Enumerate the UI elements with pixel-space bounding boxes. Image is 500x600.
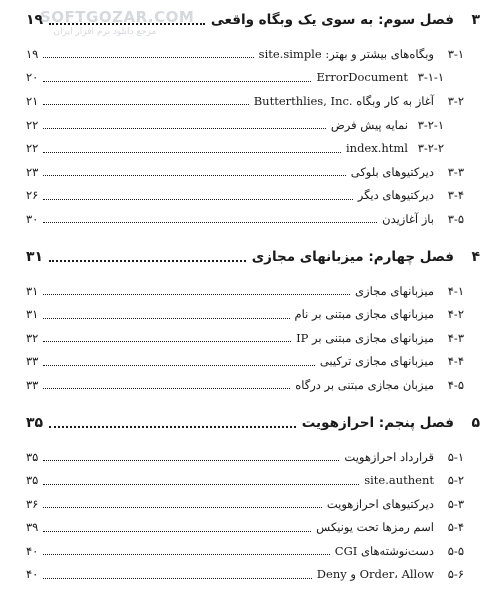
- dot-leader: [43, 222, 377, 223]
- entry-number: ۳-۲: [447, 93, 464, 108]
- dot-leader: [43, 318, 289, 319]
- entry-title-fa: میزبانهای مجازی ترکیبی: [319, 354, 434, 369]
- toc-subentry[interactable]: [26, 113, 480, 137]
- entry-title-en: ErrorDocument: [316, 70, 408, 85]
- entry-title: [351, 165, 434, 179]
- chapter-heading[interactable]: [26, 243, 480, 271]
- chapter-page-number: ۳۵: [26, 414, 44, 431]
- spacer: [26, 271, 480, 279]
- dot-leader: [43, 128, 326, 129]
- dot-leader: [49, 260, 246, 262]
- toc-entry[interactable]: [26, 302, 480, 326]
- entry-title-fa: باز آغازیدن: [382, 211, 434, 226]
- entry-page-number: ۳۰: [26, 211, 39, 226]
- entry-page-number: ۲۳: [26, 164, 39, 179]
- entry-number: ۵-۳: [447, 496, 464, 511]
- entry-title-en: site.simple: [258, 46, 322, 61]
- chapter-page-number: ۳۱: [26, 248, 44, 265]
- entry-title: [346, 141, 408, 155]
- entry-number: ۴-۱: [447, 283, 464, 298]
- entry-title: [320, 354, 434, 368]
- entry-page-number: ۳۳: [26, 377, 39, 392]
- entry-number: ۳-۳: [447, 164, 464, 179]
- dot-leader: [49, 23, 205, 25]
- table-of-contents: [26, 6, 480, 586]
- entry-number: ۵-۱: [447, 449, 464, 464]
- entry-page-number: ۴۰: [26, 567, 39, 582]
- entry-title: [295, 378, 434, 392]
- entry-title: [317, 567, 434, 581]
- entry-title-en: IP: [296, 330, 309, 345]
- toc-entry[interactable]: [26, 279, 480, 303]
- entry-page-number: ۳۱: [26, 307, 39, 322]
- toc-entry[interactable]: [26, 184, 480, 208]
- entry-page-number: ۳۲: [26, 330, 39, 345]
- dot-leader: [49, 426, 296, 428]
- toc-subentry[interactable]: [26, 136, 480, 160]
- entry-number: ۳-۴: [447, 188, 464, 203]
- entry-title: [355, 284, 434, 298]
- entry-title-fa: دیرکتیوهای دیگر: [357, 188, 434, 203]
- entry-title-fa: Order، Allow و: [350, 567, 434, 582]
- entry-title-en: index.html: [345, 141, 408, 156]
- entry-page-number: ۳۵: [26, 473, 39, 488]
- entry-title: [295, 307, 434, 321]
- entry-page-number: ۳۹: [26, 520, 39, 535]
- toc-entry[interactable]: [26, 492, 480, 516]
- entry-number: ۳-۵: [447, 211, 464, 226]
- entry-page-number: ۳۵: [26, 449, 39, 464]
- entry-number: ۴-۲: [447, 307, 464, 322]
- entry-title: [316, 520, 434, 534]
- dot-leader: [43, 554, 329, 555]
- dot-leader: [43, 104, 248, 105]
- dot-leader: [43, 199, 352, 200]
- dot-leader: [43, 460, 339, 461]
- chapter-page-number: ۱۹: [26, 12, 44, 28]
- entry-title-en: site.authent: [364, 473, 434, 488]
- entry-title: [254, 94, 434, 108]
- dot-leader: [43, 531, 311, 532]
- toc-entry[interactable]: [26, 516, 480, 540]
- entry-number: ۴-۳: [447, 330, 464, 345]
- entry-page-number: ۴۰: [26, 543, 39, 558]
- entry-number: ۵-۴: [447, 520, 464, 535]
- toc-entry[interactable]: [26, 207, 480, 231]
- toc-subentry[interactable]: [26, 66, 480, 90]
- entry-title-fa: وبگاه‌های بیشتر و بهتر:: [325, 46, 434, 61]
- entry-title: [327, 497, 434, 511]
- dot-leader: [43, 484, 359, 485]
- dot-leader: [43, 365, 314, 366]
- toc-entry[interactable]: [26, 539, 480, 563]
- entry-page-number: ۱۹: [26, 46, 39, 61]
- spacer: [26, 397, 480, 409]
- entry-title-fa: میزبانهای مجازی: [355, 283, 434, 298]
- entry-title: [296, 331, 434, 345]
- entry-number: ۴-۵: [447, 377, 464, 392]
- spacer: [26, 437, 480, 445]
- chapter-title: فصل پنجم: احرازهویت: [301, 414, 454, 431]
- entry-number: ۵-۵: [447, 543, 464, 558]
- dot-leader: [43, 578, 311, 579]
- entry-page-number: ۲۲: [26, 117, 39, 132]
- entry-title-fa: قرارداد احرازهویت: [344, 449, 434, 464]
- entry-title: [382, 212, 434, 226]
- dot-leader: [43, 152, 341, 153]
- toc-entry[interactable]: [26, 563, 480, 587]
- toc-entry[interactable]: [26, 42, 480, 66]
- entry-title-fa: میزبان مجازی مبتنی بر درگاه: [295, 377, 434, 392]
- entry-title-fa: دیرکتیوهای احرازهویت: [326, 496, 434, 511]
- entry-number: ۵-۲: [447, 473, 464, 488]
- toc-entry[interactable]: [26, 160, 480, 184]
- entry-number: ۳-۲-۲: [417, 141, 444, 156]
- entry-page-number: ۲۰: [26, 70, 39, 85]
- toc-entry[interactable]: [26, 326, 480, 350]
- entry-title-fa: میزبانهای مجازی مبتنی بر نام: [294, 307, 434, 322]
- entry-title: [316, 70, 408, 84]
- toc-entry[interactable]: [26, 89, 480, 113]
- dot-leader: [43, 81, 311, 82]
- entry-page-number: ۲۱: [26, 93, 39, 108]
- toc-entry[interactable]: [26, 373, 480, 397]
- entry-title: [358, 188, 434, 202]
- entry-number: ۵-۶: [447, 567, 464, 582]
- chapter-number: ۴: [471, 248, 480, 265]
- entry-title: [331, 118, 408, 132]
- entry-title: [364, 473, 434, 487]
- entry-title-en: Butterthlies, Inc.: [253, 93, 353, 108]
- chapter-heading[interactable]: [26, 6, 480, 34]
- entry-title: [344, 450, 434, 464]
- entry-number: ۳-۱-۱: [417, 70, 444, 85]
- spacer: [26, 231, 480, 243]
- entry-title: [259, 47, 434, 61]
- watermark-tagline: مرجع دانلود نرم افزار ایران: [53, 27, 157, 37]
- dot-leader: [43, 294, 350, 295]
- toc-entry[interactable]: [26, 350, 480, 374]
- entry-number: ۳-۱: [447, 46, 464, 61]
- entry-number: ۳-۲-۱: [417, 117, 444, 132]
- entry-page-number: ۳۱: [26, 283, 39, 298]
- toc-entry[interactable]: [26, 445, 480, 469]
- entry-page-number: ۳۳: [26, 354, 39, 369]
- dot-leader: [43, 341, 291, 342]
- entry-title-en: Deny: [316, 567, 347, 582]
- watermark-brand: SOFTGOZAR.COM: [40, 8, 195, 26]
- toc-entry[interactable]: [26, 468, 480, 492]
- chapter-number: ۵: [471, 414, 480, 431]
- entry-title-fa: میزبانهای مجازی مبتنی بر: [312, 330, 434, 345]
- entry-title-fa: دیرکتیوهای بلوکی: [350, 164, 434, 179]
- dot-leader: [43, 388, 290, 389]
- chapter-title: فصل سوم: به سوی یک وبگاه واقعی: [210, 12, 454, 28]
- entry-title-fa: دست‌نوشته‌های: [360, 543, 434, 558]
- dot-leader: [43, 507, 321, 508]
- chapter-title: فصل چهارم: میزبانهای مجازی: [251, 248, 454, 265]
- entry-title-fa: اسم رمزها تحت یونیکس: [316, 520, 434, 535]
- dot-leader: [43, 175, 345, 176]
- chapter-number: ۳: [471, 12, 480, 28]
- spacer: [26, 34, 480, 42]
- entry-title-en: CGI: [334, 543, 358, 558]
- entry-page-number: ۳۶: [26, 496, 39, 511]
- entry-page-number: ۲۶: [26, 188, 39, 203]
- entry-number: ۴-۴: [447, 354, 464, 369]
- dot-leader: [43, 57, 253, 58]
- chapter-heading[interactable]: [26, 409, 480, 437]
- entry-title-fa: آغاز به کار وبگاه: [356, 93, 434, 108]
- entry-title-fa: نمایه پیش فرض: [330, 117, 408, 132]
- entry-page-number: ۲۲: [26, 141, 39, 156]
- entry-title: [335, 544, 434, 558]
